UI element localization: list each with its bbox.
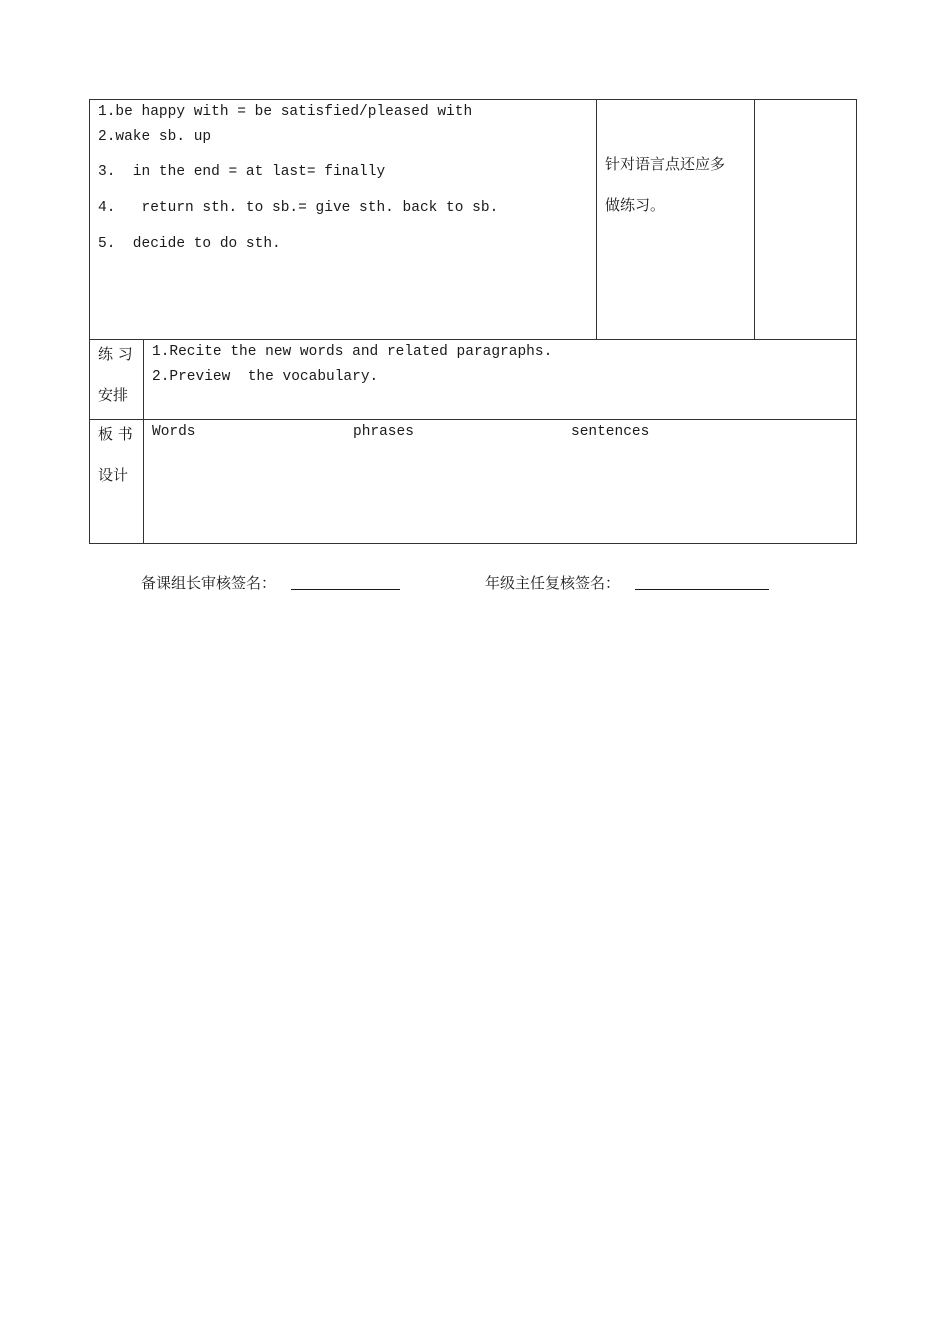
note-line-1: 针对语言点还应多 bbox=[605, 155, 726, 173]
note-line-2: 做练习。 bbox=[605, 196, 666, 214]
phrase-line-2: 2.wake sb. up bbox=[98, 129, 212, 145]
signature-left-label: 备课组长审核签名： bbox=[141, 574, 277, 592]
row-divider-2 bbox=[89, 419, 857, 420]
table-border-bottom bbox=[89, 543, 857, 544]
table-border-right bbox=[856, 99, 857, 544]
signature-left-blank[interactable] bbox=[291, 589, 400, 590]
table-border-top bbox=[89, 99, 857, 100]
phrase-line-4: 4. return sth. to sb.= give sth. back to sb. bbox=[98, 200, 499, 216]
board-col-words: Words bbox=[152, 424, 196, 440]
practice-label-2: 安排 bbox=[98, 386, 129, 404]
signature-right-label: 年级主任复核签名： bbox=[485, 574, 621, 592]
table-border-left bbox=[89, 99, 90, 544]
phrase-line-5: 5. decide to do sth. bbox=[98, 236, 281, 252]
row1-col-divider-2 bbox=[754, 99, 755, 339]
phrase-line-1: 1.be happy with = be satisfied/pleased with bbox=[98, 104, 473, 120]
practice-line-1: 1.Recite the new words and related paragraphs. bbox=[152, 344, 553, 360]
board-label-1: 板 书 bbox=[98, 425, 133, 443]
board-col-phrases: phrases bbox=[353, 424, 414, 440]
board-label-2: 设计 bbox=[98, 466, 129, 484]
row-divider-1 bbox=[89, 339, 857, 340]
practice-line-2: 2.Preview the vocabulary. bbox=[152, 369, 379, 385]
signature-right-blank[interactable] bbox=[635, 589, 769, 590]
practice-label-1: 练 习 bbox=[98, 345, 133, 363]
phrase-line-3: 3. in the end = at last= finally bbox=[98, 164, 386, 180]
board-col-sentences: sentences bbox=[571, 424, 650, 440]
label-col-divider bbox=[143, 339, 144, 543]
row1-col-divider-1 bbox=[596, 99, 597, 339]
